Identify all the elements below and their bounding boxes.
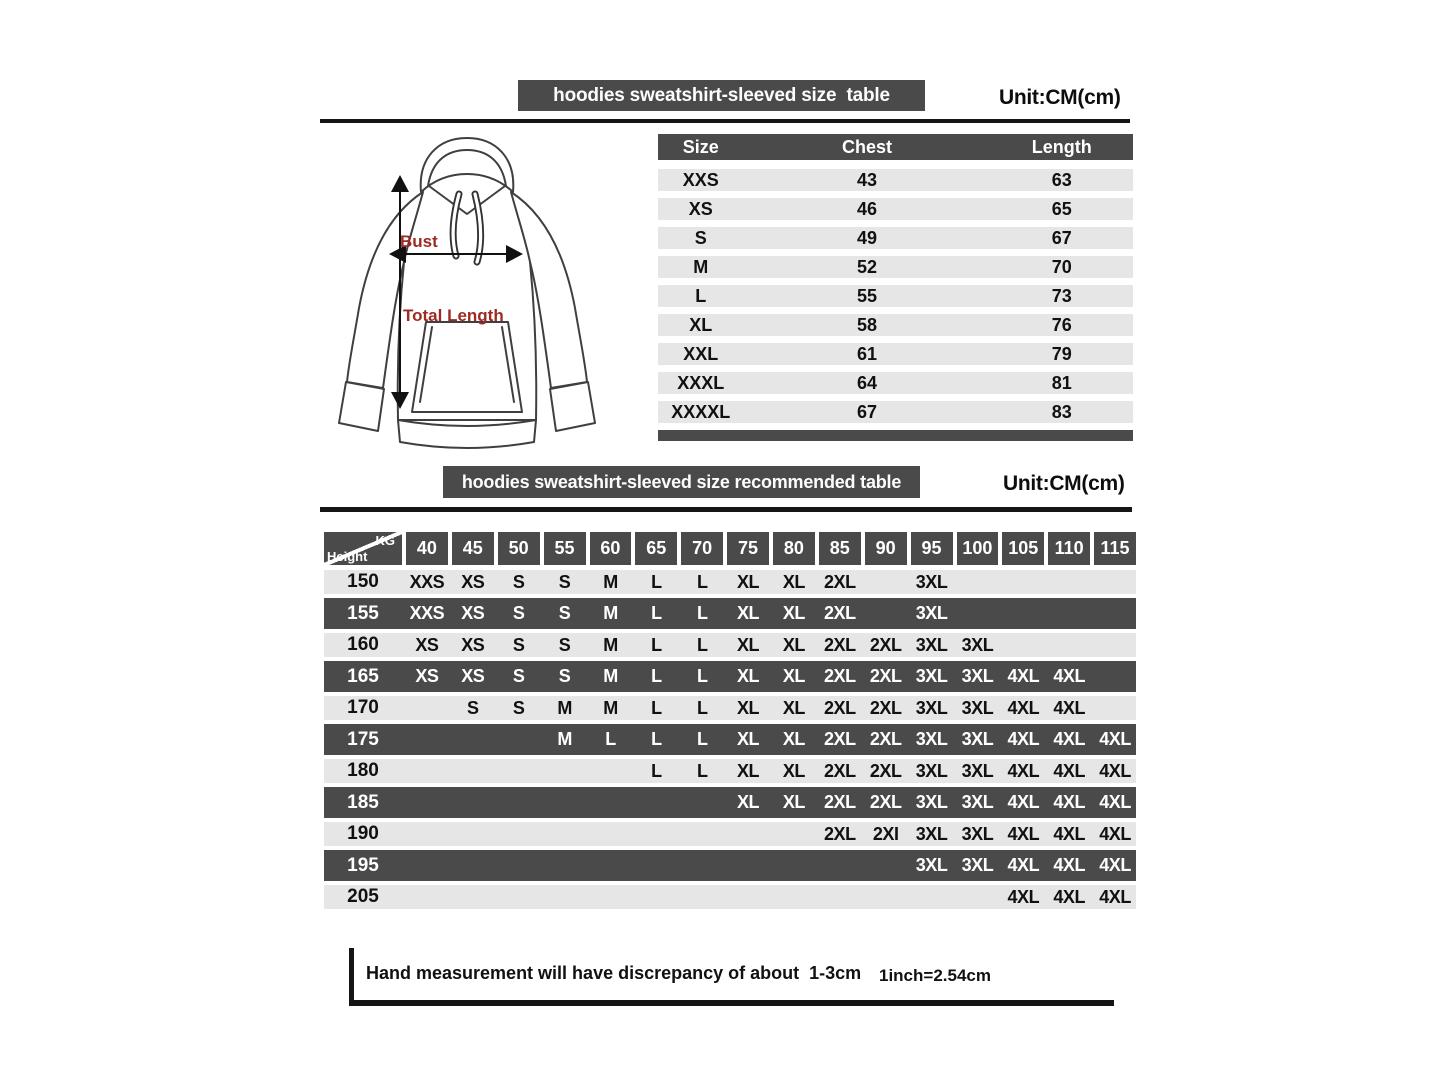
recommended-size-cell: 4XL: [1099, 886, 1131, 907]
hem-band: [398, 420, 536, 448]
height-row-header: 165: [347, 665, 379, 687]
recommended-size-cell: 4XL: [1007, 823, 1040, 844]
recommended-size-cell: L: [696, 603, 708, 623]
size-table-row: [658, 401, 1133, 423]
recommended-size-cell: L: [651, 697, 662, 718]
section-divider: [320, 507, 1132, 512]
size-cell: L: [695, 285, 707, 306]
recommended-size-cell: 3XL: [961, 855, 994, 875]
bust-label: Bust: [400, 232, 438, 251]
recommended-size-cell: XS: [461, 571, 485, 592]
matrix-row: [324, 759, 1136, 783]
weight-column-header: 70: [681, 532, 723, 565]
total-length-label: Total Length: [403, 306, 504, 325]
recommended-size-cell: XL: [737, 760, 760, 781]
recommended-size-cell: S: [558, 571, 571, 592]
recommended-size-cell: 2XL: [824, 634, 856, 655]
recommended-size-cell: 2XL: [869, 666, 902, 686]
recommended-size-cell: 4XL: [1053, 666, 1085, 686]
section-divider: [320, 119, 1130, 123]
recommended-size-cell: M: [557, 697, 572, 718]
recommended-size-cell: 4XL: [1053, 855, 1085, 875]
length-cell: 63: [1051, 169, 1072, 190]
col-header-size: Size: [682, 136, 719, 157]
recommended-size-cell: XL: [737, 603, 760, 623]
chest-cell: 43: [856, 169, 878, 190]
length-cell: 67: [1051, 227, 1072, 248]
hoodie-diagram: [326, 130, 608, 460]
weight-column-header: 90: [865, 532, 907, 565]
recommended-table-unit: Unit:CM(cm): [1003, 472, 1125, 495]
height-row-header: 155: [347, 602, 379, 624]
recommended-size-cell: 4XL: [1053, 697, 1085, 718]
recommended-size-cell: M: [557, 729, 572, 749]
recommended-size-cell: L: [696, 760, 708, 781]
recommended-size-cell: 2XL: [824, 760, 856, 781]
recommended-size-cell: XXS: [409, 603, 445, 623]
length-cell: 76: [1051, 314, 1072, 335]
recommended-size-cell: XL: [782, 634, 805, 655]
weight-column-header: 60: [590, 532, 632, 565]
recommended-size-cell: L: [651, 760, 662, 781]
matrix-body: [324, 570, 1136, 909]
height-row-header: 190: [347, 823, 379, 844]
recommended-size-cell: 4XL: [1007, 886, 1040, 907]
weight-column-header: 100: [957, 532, 999, 565]
col-header-length: Length: [1031, 136, 1092, 157]
recommended-size-cell: L: [651, 729, 662, 749]
size-table-row: [658, 227, 1133, 249]
matrix-row: [324, 598, 1136, 629]
height-row-header: 205: [347, 886, 379, 907]
weight-column-header: 45: [452, 532, 494, 565]
recommended-size-cell: M: [603, 634, 618, 655]
weight-column-header: 55: [544, 532, 586, 565]
recommended-size-cell: XS: [461, 634, 485, 655]
chest-cell: 61: [856, 343, 878, 364]
recommended-size-cell: M: [603, 603, 618, 623]
weight-column-header: 85: [819, 532, 861, 565]
recommended-size-cell: 3XL: [915, 729, 948, 749]
length-cell: 70: [1051, 256, 1072, 277]
recommended-size-cell: XS: [415, 666, 439, 686]
size-cell: XXXXL: [671, 401, 731, 422]
recommended-size-cell: 2XL: [824, 729, 856, 749]
recommended-size-cell: 2XL: [824, 603, 856, 623]
recommended-size-cell: XS: [415, 634, 439, 655]
right-cuff: [550, 382, 595, 431]
recommended-size-cell: 2XL: [869, 792, 902, 812]
matrix-row: [324, 696, 1136, 720]
recommended-size-cell: XS: [461, 666, 485, 686]
size-table-row: [658, 372, 1133, 394]
matrix-row: [324, 570, 1136, 594]
recommended-size-cell: 3XL: [961, 760, 994, 781]
recommended-size-cell: XL: [782, 792, 805, 812]
size-cell: M: [693, 256, 709, 277]
size-cell: XL: [689, 314, 713, 335]
weight-column-header: 65: [635, 532, 677, 565]
weight-column-header: 115: [1094, 532, 1136, 565]
weight-column-header: 50: [498, 532, 540, 565]
matrix-row: [324, 633, 1136, 657]
recommended-size-matrix: [324, 532, 1136, 913]
recommended-size-cell: L: [651, 634, 662, 655]
recommended-size-cell: L: [696, 666, 708, 686]
recommended-size-cell: 3XL: [915, 571, 948, 592]
size-table: [658, 134, 1133, 441]
recommended-size-cell: L: [651, 571, 662, 592]
recommended-size-cell: 3XL: [961, 634, 994, 655]
recommended-size-cell: 2XI: [872, 823, 899, 844]
recommended-size-cell: XL: [782, 666, 805, 686]
size-table-row: [658, 285, 1133, 307]
size-table-row: [658, 343, 1133, 365]
recommended-size-cell: XL: [737, 697, 760, 718]
recommended-size-cell: 4XL: [1099, 855, 1131, 875]
height-row-header: 170: [347, 697, 379, 718]
recommended-size-cell: 3XL: [915, 603, 948, 623]
recommended-size-cell: 3XL: [961, 666, 994, 686]
height-label: Height: [327, 549, 368, 564]
height-row-header: 160: [347, 634, 379, 655]
recommended-size-cell: 4XL: [1053, 760, 1085, 781]
recommended-size-cell: L: [605, 729, 616, 749]
recommended-size-cell: XL: [737, 792, 760, 812]
recommended-size-cell: L: [696, 729, 708, 749]
recommended-size-cell: S: [558, 634, 571, 655]
recommended-size-cell: 4XL: [1099, 760, 1131, 781]
recommended-size-cell: 3XL: [961, 823, 994, 844]
size-table-unit: Unit:CM(cm): [999, 86, 1121, 109]
size-cell: S: [694, 227, 707, 248]
height-row-header: 150: [347, 571, 379, 592]
recommended-size-cell: 4XL: [1007, 760, 1040, 781]
recommended-table-title: hoodies sweatshirt-sleeved size recommended table: [443, 466, 920, 498]
recommended-size-cell: 3XL: [915, 697, 948, 718]
recommended-size-cell: L: [696, 697, 708, 718]
recommended-size-cell: 2XL: [824, 823, 856, 844]
recommended-size-cell: XL: [782, 729, 805, 749]
height-row-header: 175: [347, 728, 379, 750]
recommended-size-cell: L: [651, 603, 662, 623]
recommended-size-cell: 4XL: [1053, 792, 1085, 812]
recommended-size-cell: 3XL: [915, 855, 948, 875]
recommended-size-cell: XL: [782, 603, 805, 623]
footnote-left-bar: [349, 948, 354, 1005]
inch-conversion-note: 1inch=2.54cm: [879, 966, 991, 985]
recommended-size-cell: 3XL: [915, 823, 948, 844]
recommended-size-cell: 2XL: [824, 697, 856, 718]
recommended-size-cell: M: [603, 666, 618, 686]
recommended-size-cell: 3XL: [915, 792, 948, 812]
size-cell: XXXL: [677, 372, 725, 393]
chest-cell: 49: [856, 227, 878, 248]
length-cell: 65: [1051, 198, 1072, 219]
recommended-size-cell: 4XL: [1053, 729, 1085, 749]
recommended-size-cell: 2XL: [869, 634, 902, 655]
col-header-chest: Chest: [841, 136, 892, 157]
recommended-size-cell: S: [558, 603, 571, 623]
size-table-row: [658, 256, 1133, 278]
size-table-footer-bar: [658, 430, 1133, 441]
weight-column-header: 40: [406, 532, 448, 565]
matrix-row: [324, 822, 1136, 846]
recommended-size-cell: 2XL: [824, 792, 856, 812]
recommended-size-cell: 3XL: [915, 666, 948, 686]
chest-cell: 55: [856, 285, 878, 306]
recommended-size-cell: S: [467, 697, 479, 718]
recommended-size-cell: S: [558, 666, 571, 686]
weight-column-header: 105: [1002, 532, 1044, 565]
length-cell: 81: [1051, 372, 1072, 393]
weight-column-header: 95: [911, 532, 953, 565]
recommended-size-cell: XL: [782, 697, 805, 718]
recommended-size-cell: L: [696, 571, 708, 592]
matrix-row: [324, 724, 1136, 755]
matrix-row: [324, 885, 1136, 909]
recommended-size-cell: S: [512, 666, 525, 686]
recommended-size-cell: XL: [737, 634, 760, 655]
recommended-size-cell: 4XL: [1099, 792, 1131, 812]
recommended-size-cell: XL: [737, 729, 760, 749]
size-table-title: hoodies sweatshirt-sleeved size table: [518, 80, 925, 111]
size-table-header: [658, 134, 1133, 160]
recommended-size-cell: XL: [782, 571, 805, 592]
recommended-size-cell: S: [512, 634, 525, 655]
recommended-size-cell: 3XL: [915, 634, 948, 655]
chest-cell: 58: [856, 314, 878, 335]
recommended-size-cell: 4XL: [1053, 886, 1085, 907]
matrix-row: [324, 787, 1136, 818]
recommended-size-cell: 3XL: [915, 760, 948, 781]
recommended-size-cell: 4XL: [1007, 792, 1040, 812]
recommended-size-cell: 4XL: [1007, 697, 1040, 718]
recommended-size-cell: S: [512, 697, 525, 718]
recommended-size-cell: XL: [737, 666, 760, 686]
weight-column-header: 80: [773, 532, 815, 565]
recommended-size-cell: 4XL: [1007, 666, 1040, 686]
weight-column-header: 110: [1048, 532, 1090, 565]
size-cell: XXS: [682, 169, 719, 190]
kangaroo-pocket: [412, 322, 522, 412]
recommended-size-cell: 4XL: [1007, 729, 1040, 749]
left-cuff: [339, 382, 384, 431]
height-row-header: 195: [347, 854, 379, 876]
matrix-header-row: [324, 532, 1136, 565]
recommended-size-cell: 2XL: [869, 729, 902, 749]
chest-cell: 46: [856, 198, 878, 219]
chest-cell: 52: [856, 256, 878, 277]
height-row-header: 185: [347, 791, 379, 813]
recommended-size-cell: 4XL: [1007, 855, 1040, 875]
size-cell: XXL: [683, 343, 719, 364]
height-row-header: 180: [347, 760, 379, 781]
recommended-size-cell: L: [696, 634, 708, 655]
recommended-size-cell: S: [512, 603, 525, 623]
measurement-note: Hand measurement will have discrepancy of about 1-3cm: [366, 963, 862, 983]
recommended-size-cell: 4XL: [1099, 729, 1131, 749]
recommended-size-cell: 4XL: [1099, 823, 1131, 844]
recommended-size-cell: XS: [461, 603, 485, 623]
length-cell: 83: [1051, 401, 1072, 422]
chest-cell: 64: [856, 372, 878, 393]
recommended-size-cell: XXS: [409, 571, 445, 592]
recommended-size-cell: 3XL: [961, 697, 994, 718]
size-table-row: [658, 169, 1133, 191]
recommended-size-cell: 2XL: [824, 571, 856, 592]
weight-column-header: 75: [727, 532, 769, 565]
recommended-size-cell: 3XL: [961, 792, 994, 812]
footnote-bottom-bar: [349, 1000, 1114, 1006]
recommended-size-cell: XL: [782, 760, 805, 781]
matrix-row: [324, 661, 1136, 692]
recommended-size-cell: S: [512, 571, 525, 592]
recommended-size-cell: XL: [737, 571, 760, 592]
matrix-row: [324, 850, 1136, 881]
length-cell: 79: [1051, 343, 1072, 364]
recommended-size-cell: 2XL: [869, 760, 902, 781]
recommended-size-cell: M: [603, 571, 618, 592]
length-cell: 73: [1051, 285, 1072, 306]
recommended-size-cell: M: [603, 697, 618, 718]
size-table-row: [658, 314, 1133, 336]
recommended-size-cell: 2XL: [869, 697, 902, 718]
chest-cell: 67: [856, 401, 878, 422]
size-cell: XS: [688, 198, 713, 219]
recommended-size-cell: 4XL: [1053, 823, 1085, 844]
recommended-size-cell: 2XL: [824, 666, 856, 686]
size-table-body: [658, 169, 1133, 423]
recommended-size-cell: 3XL: [961, 729, 994, 749]
kg-height-corner-cell: [324, 532, 402, 565]
size-table-row: [658, 198, 1133, 220]
recommended-size-cell: L: [651, 666, 662, 686]
kg-label: KG: [375, 533, 395, 548]
